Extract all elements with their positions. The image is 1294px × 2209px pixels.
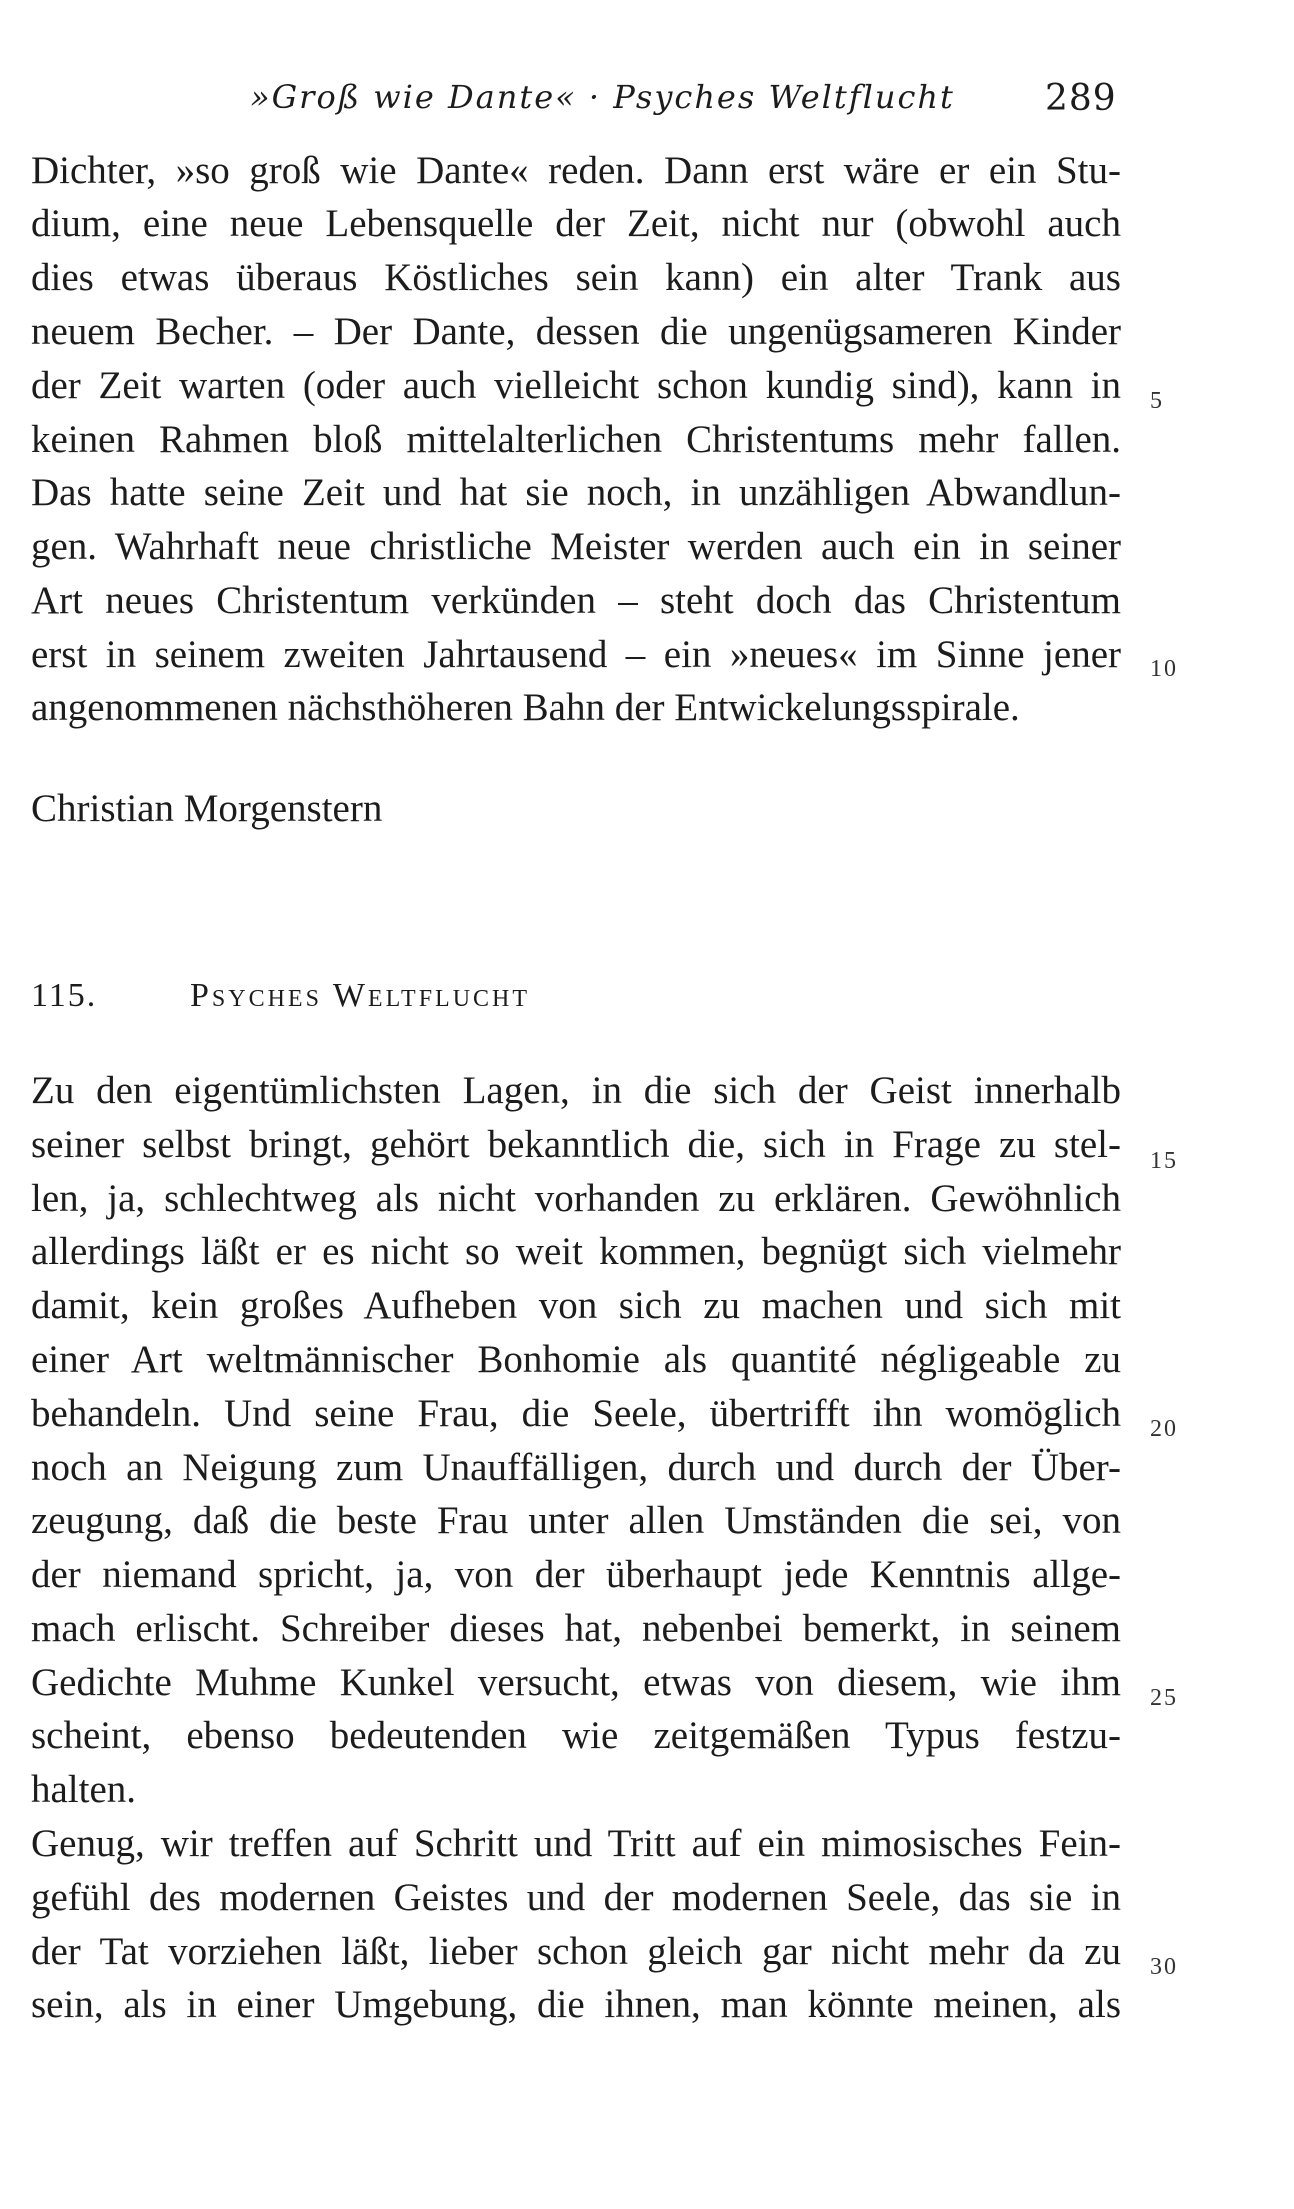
text-line: Zu den eigentümlichsten Lagen, in die sich der Geist innerhalb [31,1069,1121,1112]
text-line: Genug, wir treffen auf Schritt und Tritt auf ein mimosisches Fein- [31,1822,1121,1865]
text-line: gefühl des modernen Geistes und der modernen Seele, das sie in [31,1876,1121,1919]
text-line: dies etwas überaus Köstliches sein kann) ein alter Trank aus [31,256,1121,299]
margin-line-number: 5 [1150,388,1164,414]
text-line: einer Art weltmännischer Bonhomie als quantité négligeable zu [31,1338,1121,1381]
margin-line-number: 20 [1150,1416,1178,1442]
section-title: Psyches Weltflucht [190,977,531,1014]
text-line: der niemand spricht, ja, von der überhaupt jede Kenntnis allge- [31,1553,1121,1596]
author-signature: Christian Morgenstern [31,787,383,830]
margin-line-number: 25 [1150,1685,1178,1711]
text-line: mach erlischt. Schreiber dieses hat, nebenbei bemerkt, in seinem [31,1607,1121,1650]
running-head: »Groß wie Dante« · Psyches Weltflucht [250,78,955,116]
text-line: scheint, ebenso bedeutenden wie zeitgemäßen Typus festzu- [31,1714,1121,1757]
margin-line-number: 10 [1150,656,1178,682]
text-line: sein, als in einer Umgebung, die ihnen, man könnte meinen, als [31,1983,1121,2026]
text-line: keinen Rahmen bloß mittelalterlichen Christentums mehr fallen. [31,418,1121,461]
section-number: 115. [31,977,98,1014]
text-line: Gedichte Muhme Kunkel versucht, etwas von diesem, wie ihm [31,1661,1121,1704]
text-line: len, ja, schlechtweg als nicht vorhanden zu erklären. Gewöhnlich [31,1177,1121,1220]
text-line: der Tat vorziehen läßt, lieber schon gleich gar nicht mehr da zu [31,1930,1121,1973]
text-line: der Zeit warten (oder auch vielleicht schon kundig sind), kann in [31,364,1121,407]
text-line: Das hatte seine Zeit und hat sie noch, in unzähligen Abwandlun- [31,471,1121,514]
text-line: neuem Becher. – Der Dante, dessen die ungenügsameren Kinder [31,310,1121,353]
text-line: angenommenen nächsthöheren Bahn der Entwickelungsspirale. [31,686,1020,729]
text-line: dium, eine neue Lebensquelle der Zeit, nicht nur (obwohl auch [31,202,1121,245]
text-line: damit, kein großes Aufheben von sich zu machen und sich mit [31,1284,1121,1327]
text-line: erst in seinem zweiten Jahrtausend – ein »neues« im Sinne jener [31,633,1121,676]
text-line: Dichter, »so groß wie Dante« reden. Dann erst wäre er ein Stu- [31,149,1121,192]
text-line: zeugung, daß die beste Frau unter allen Umständen die sei, von [31,1499,1121,1542]
text-line: behandeln. Und seine Frau, die Seele, übertrifft ihn womöglich [31,1392,1121,1435]
page-number: 289 [1045,78,1117,119]
text-line: seiner selbst bringt, gehört bekanntlich die, sich in Frage zu stel- [31,1123,1121,1166]
text-line: noch an Neigung zum Unauffälligen, durch und durch der Über- [31,1446,1121,1489]
text-line: gen. Wahrhaft neue christliche Meister werden auch ein in seiner [31,525,1121,568]
text-line: Art neues Christentum verkünden – steht doch das Christentum [31,579,1121,622]
text-line: halten. [31,1768,137,1811]
margin-line-number: 15 [1150,1148,1178,1174]
margin-line-number: 30 [1150,1954,1178,1980]
text-line: allerdings läßt er es nicht so weit kommen, begnügt sich vielmehr [31,1230,1121,1273]
